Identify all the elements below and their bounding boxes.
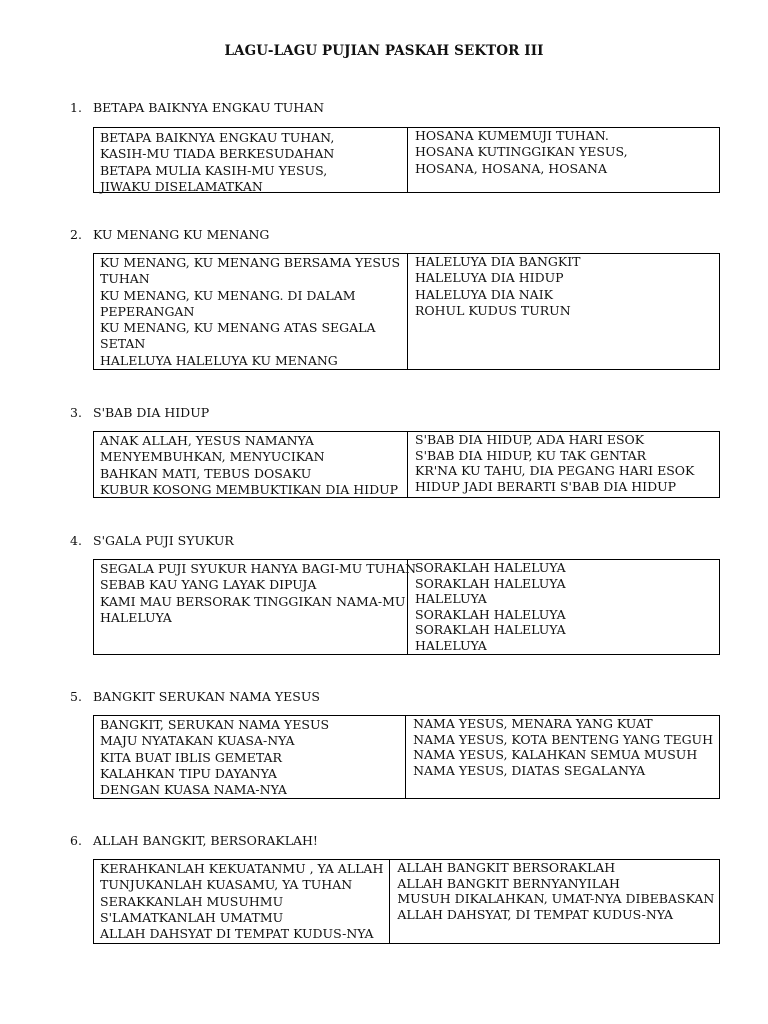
lyric-line: MENYEMBUHKAN, MENYUCIKAN bbox=[100, 449, 325, 465]
song-title-text: S'BAB DIA HIDUP bbox=[93, 405, 210, 420]
lyrics-table-6 bbox=[93, 859, 720, 944]
lyric-line: KASIH-MU TIADA BERKESUDAHAN bbox=[100, 146, 335, 162]
lyric-line: NAMA YESUS, DIATAS SEGALANYA bbox=[413, 762, 646, 778]
lyric-line: ROHUL KUDUS TURUN bbox=[415, 302, 571, 318]
lyric-line: MUSUH DIKALAHKAN, UMAT-NYA DIBEBASKAN bbox=[397, 891, 715, 907]
song-title-6 bbox=[70, 833, 318, 848]
lyric-line: SEGALA PUJI SYUKUR HANYA BAGI-MU TUHAN bbox=[100, 561, 417, 576]
lyric-line: KU MENANG, KU MENANG. DI DALAM PEPERANGAN bbox=[100, 287, 356, 319]
song-title-2 bbox=[70, 227, 269, 242]
lyric-line: SORAKLAH HALELUYA bbox=[415, 606, 566, 622]
chorus-column bbox=[408, 432, 719, 497]
verse-column bbox=[94, 128, 408, 192]
lyric-line: HOSANA KUMEMUJI TUHAN. bbox=[415, 128, 609, 143]
song-number: 1. bbox=[70, 100, 82, 115]
lyric-line: HOSANA KUTINGGIKAN YESUS, bbox=[415, 144, 628, 160]
lyric-line: HALELUYA DIA HIDUP bbox=[415, 270, 564, 286]
song-title-text: KU MENANG KU MENANG bbox=[93, 227, 270, 242]
song-number: 3. bbox=[70, 405, 82, 420]
song-title-text: S'GALA PUJI SYUKUR bbox=[93, 533, 234, 548]
lyric-line: HALELUYA bbox=[100, 609, 172, 625]
lyric-line: BETAPA MULIA KASIH-MU YESUS, bbox=[100, 162, 328, 178]
lyric-line: KERAHKANLAH KEKUATANMU , YA ALLAH bbox=[100, 861, 384, 876]
song-title-5 bbox=[70, 689, 320, 704]
lyric-line: ALLAH DAHSYAT, DI TEMPAT KUDUS-NYA bbox=[397, 906, 674, 922]
chorus-column bbox=[408, 254, 719, 369]
lyrics-table-4 bbox=[93, 559, 720, 655]
lyric-line: S'BAB DIA HIDUP, ADA HARI ESOK bbox=[415, 432, 645, 447]
song-title-1 bbox=[70, 100, 324, 115]
lyric-line: S'BAB DIA HIDUP, KU TAK GENTAR bbox=[415, 447, 647, 463]
chorus-column bbox=[406, 716, 719, 798]
song-title-text: BETAPA BAIKNYA ENGKAU TUHAN bbox=[93, 100, 325, 115]
lyric-line: SERAKKANLAH MUSUHMU bbox=[100, 893, 284, 909]
verse-column bbox=[94, 560, 417, 654]
lyric-line: KUBUR KOSONG MEMBUKTIKAN DIA HIDUP bbox=[100, 481, 399, 497]
lyric-line: JIWAKU DISELAMATKAN bbox=[100, 178, 263, 194]
lyric-line: SORAKLAH HALELUYA bbox=[415, 560, 566, 575]
lyrics-table-1 bbox=[93, 127, 720, 193]
lyric-line: ALLAH BANGKIT BERSORAKLAH bbox=[397, 860, 616, 875]
lyric-line: SEBAB KAU YANG LAYAK DIPUJA bbox=[100, 577, 317, 593]
lyric-line: BAHKAN MATI, TEBUS DOSAKU bbox=[100, 465, 312, 481]
song-number: 2. bbox=[70, 227, 82, 242]
lyric-line: KAMI MAU BERSORAK TINGGIKAN NAMA-MU bbox=[100, 593, 406, 609]
lyric-line: NAMA YESUS, KOTA BENTENG YANG TEGUH bbox=[413, 731, 713, 747]
chorus-column bbox=[408, 128, 719, 192]
song-title-3 bbox=[70, 405, 209, 420]
lyric-line: BETAPA BAIKNYA ENGKAU TUHAN, bbox=[100, 130, 335, 145]
lyric-line: MAJU NYATAKAN KUASA-NYA bbox=[100, 733, 295, 749]
song-title-text: ALLAH BANGKIT, BERSORAKLAH! bbox=[93, 833, 318, 848]
verse-column bbox=[94, 254, 408, 369]
lyrics-table-5 bbox=[93, 715, 720, 799]
song-title-4 bbox=[70, 533, 234, 548]
song-number: 4. bbox=[70, 533, 82, 548]
lyric-line: ALLAH BANGKIT BERNYANYILAH bbox=[397, 875, 620, 891]
lyrics-table-2 bbox=[93, 253, 720, 370]
lyric-line: HALELUYA DIA BANGKIT bbox=[415, 254, 581, 269]
lyric-line: ANAK ALLAH, YESUS NAMANYA bbox=[100, 433, 314, 448]
song-number: 6. bbox=[70, 833, 82, 848]
lyric-line: HALELUYA bbox=[415, 637, 487, 653]
lyric-line: HALELUYA HALELUYA KU MENANG bbox=[100, 352, 338, 368]
chorus-column bbox=[390, 860, 720, 943]
song-title-text: BANGKIT SERUKAN NAMA YESUS bbox=[93, 689, 320, 704]
lyric-line: DENGAN KUASA NAMA-NYA bbox=[100, 782, 287, 798]
lyric-line: KR'NA KU TAHU, DIA PEGANG HARI ESOK bbox=[415, 463, 695, 478]
lyric-line: HOSANA, HOSANA, HOSANA bbox=[415, 160, 608, 176]
lyric-line: ALLAH DAHSYAT DI TEMPAT KUDUS-NYA bbox=[100, 926, 374, 942]
chorus-column bbox=[408, 560, 719, 654]
lyrics-table-3 bbox=[93, 431, 720, 498]
lyric-line: HIDUP JADI BERARTI S'BAB DIA HIDUP bbox=[415, 478, 677, 494]
verse-column bbox=[94, 432, 408, 497]
document-title: LAGU-LAGU PUJIAN PASKAH SEKTOR III bbox=[224, 43, 544, 59]
lyric-line: KALAHKAN TIPU DAYANYA bbox=[100, 765, 277, 781]
verse-column bbox=[94, 716, 406, 798]
lyric-line: HALELUYA bbox=[415, 591, 487, 607]
lyric-line: KITA BUAT IBLIS GEMETAR bbox=[100, 749, 282, 765]
lyric-line: BANGKIT, SERUKAN NAMA YESUS bbox=[100, 717, 330, 732]
lyric-line: TUNJUKANLAH KUASAMU, YA TUHAN bbox=[100, 877, 353, 893]
lyric-line: NAMA YESUS, MENARA YANG KUAT bbox=[413, 716, 653, 731]
lyric-line: NAMA YESUS, KALAHKAN SEMUA MUSUH bbox=[413, 747, 698, 763]
lyric-line: KU MENANG, KU MENANG BERSAMA YESUS TUHAN bbox=[100, 255, 401, 287]
song-number: 5. bbox=[70, 689, 82, 704]
lyric-line: SORAKLAH HALELUYA bbox=[415, 622, 566, 638]
lyric-line: S'LAMATKANLAH UMATMU bbox=[100, 909, 284, 925]
lyric-line: SORAKLAH HALELUYA bbox=[415, 575, 566, 591]
lyric-line: HALELUYA DIA NAIK bbox=[415, 286, 553, 302]
lyric-line: KU MENANG, KU MENANG ATAS SEGALA SETAN bbox=[100, 320, 376, 352]
verse-column bbox=[94, 860, 390, 943]
